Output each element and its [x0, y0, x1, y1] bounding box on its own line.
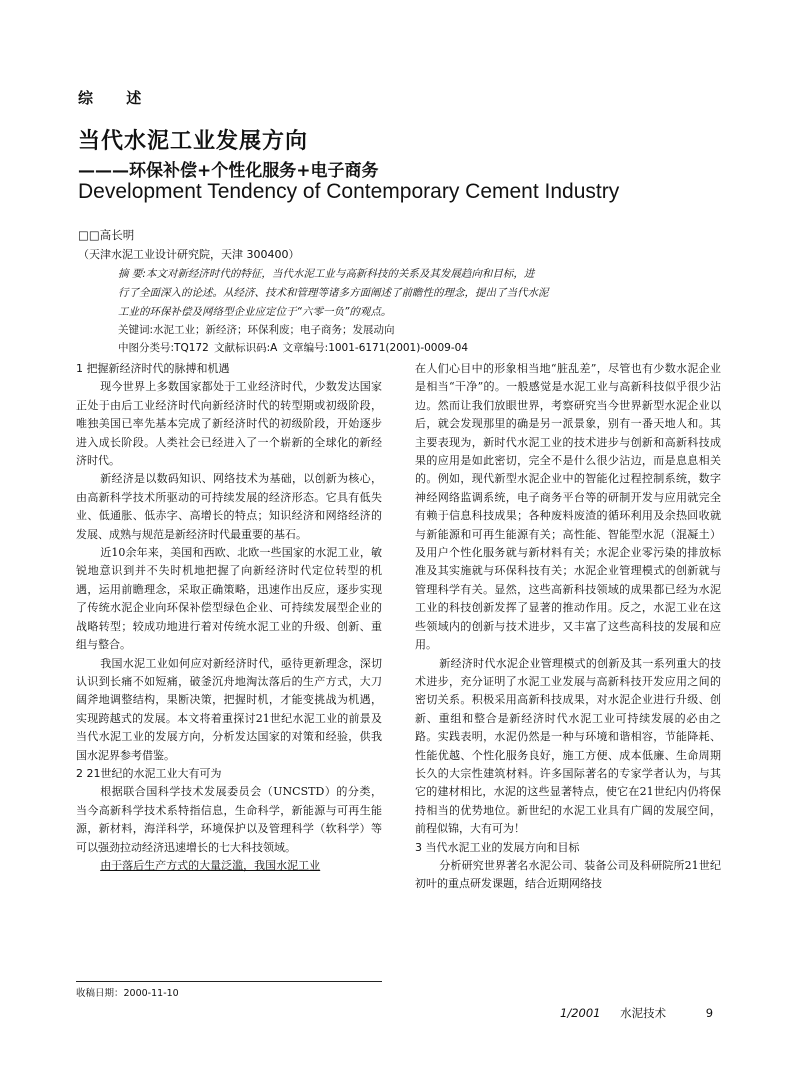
- body-paragraph: 新经济是以数码知识、网络技术为基础，以创新为核心，由高新科学技术所驱动的可持续发展的经济形态。它具有低失业、低通胀、低赤字、高增长的特点；知识经济和网络经济的发展、成熟与规范是新经济时代最重要的基石。: [76, 472, 382, 541]
- body-paragraph: 根据联合国科学技术发展委员会（UNCSTD）的分类，当今高新科学技术系特指信息，生命科学，新能源与可再生能源，新材料，海洋科学，环境保护以及管理科学（软科学）等可以强劲拉动经济迅速增长的七大科技领域。: [76, 785, 382, 854]
- footer-journal-name: 水泥技术: [620, 1006, 667, 1020]
- footer-issue: 1/2001: [560, 1006, 601, 1020]
- abstract-line-2: 行了全面深入的论述。从经济、技术和管理等诸多方面阐述了前瞻性的理念，提出了当代水泥: [118, 287, 549, 299]
- article-subtitle-chinese: ———环保补偿+个性化服务+电子商务: [78, 161, 379, 181]
- classification-line: 中图分类号:TQ172 文献标识码:A 文章编号:1001-6171(2001)-0009-04: [118, 342, 468, 354]
- body-paragraph: 我国水泥工业如何应对新经济时代，亟待更新理念，深切认识到长痛不如短痛，破釜沉舟地淘汰落后的生产方式，大刀阔斧地调整结构，果断决策，把握时机，才能变挑战为机遇，实现跨越式的发展。本文将着重探讨21世纪水泥工业的前景及当代水泥工业的发展方向，分析发达国家的对策和经验，供我国水泥界参考借鉴。: [76, 656, 382, 762]
- article-title-chinese: 当代水泥工业发展方向: [78, 129, 309, 154]
- body-paragraph: 近10余年来，美国和西欧、北欧一些国家的水泥工业，敏锐地意识到并不失时机地把握了向新经济时代定位转型的机遇，运用前瞻理念，采取正确策略，迅速作出反应，逐步实现了传统水泥企业向环保补偿型绿色企业、可持续发展型企业的战略转型；较成功地进行着对传统水泥工业的升级、创新、重组与整合。: [76, 546, 382, 652]
- footnote-rule: [76, 981, 382, 982]
- body-paragraph: 现今世界上多数国家都处于工业经济时代，少数发达国家正处于由后工业经济时代向新经济时代的转型期或初级阶段，唯独美国已率先基本完成了新经济时代的初级阶段，开始逐步进入成长阶段。人类社会已经进入了一个崭新的全球化的新经济时代。: [76, 380, 382, 468]
- received-date-footnote: 收稿日期：2000-11-10: [76, 988, 179, 999]
- footer-page-number: 9: [705, 1006, 714, 1020]
- author-name: □□高长明: [78, 228, 135, 242]
- page-footer: [560, 1005, 713, 1021]
- abstract-line-3: 工业的环保补偿及网络型企业应定位于“六零一负”的观点。: [118, 306, 392, 318]
- keywords-line: 关键词:水泥工业；新经济；环保利废；电子商务；发展动向: [118, 324, 395, 336]
- body-paragraph: 新经济时代水泥企业管理模式的创新及其一系列重大的技术进步，充分证明了水泥工业发展与高新科技开发应用之间的密切关系。积极采用高新科技成果，对水泥企业进行升级、创新、重组和整合是新经济时代水泥工业可持续发展的必由之路。实践表明，水泥仍然是一种与环境和谐相容，节能降耗、性能优越、个性化服务良好，施工方便、成本低廉、生命周期长久的大宗性建筑材料。许多国际著名的专家学者认为，与其它的建材相比，水泥的这些显著特点，使它在21世纪内仍将保持相当的优势地位。新世纪的水泥工业具有广阔的发展空间，前程似锦，大有可为！: [415, 656, 721, 836]
- section-heading-2: 2 21世纪的水泥工业大有可为: [76, 766, 222, 780]
- section-heading-3: 3 当代水泥工业的发展方向和目标: [415, 840, 580, 854]
- abstract-line-1: 摘 要:本文对新经济时代的特征，当代水泥工业与高新科技的关系及其发展趋向和目标，进: [118, 268, 535, 280]
- author-affiliation: （天津水泥工业设计研究院，天津 300400）: [78, 248, 300, 261]
- body-paragraph: 分析研究世界著名水泥公司、装备公司及科研院所21世纪初叶的重点研发课题，结合近期网络技: [415, 858, 721, 891]
- body-paragraph: 在人们心目中的形象相当地“脏乱差”，尽管也有少数水泥企业是相当“干净”的。一般感觉是水泥工业与高新科技似乎很少沾边。然而让我们放眼世界，考察研究当今世界新型水泥企业以后，就会发现那里的确是另一派景象，别有一番天地人和。其主要表现为，新时代水泥工业的技术进步与创新和高新科技成果的应用是如此密切，完全不是什么很少沾边，而是息息相关的。例如，现代新型水泥企业中的智能化过程控制系统，数字神经网络监调系统，电子商务平台等的研制开发与应用就完全有赖于信息科技成果；各种废料废渣的循环利用及余热回收就与新能源和可再生能源有关；高性能、智能型水泥（混凝土）及用户个性化服务就与新材料有关；水泥企业零污染的排放标准及其实施就与环保科技有关；水泥企业管理模式的创新就与管理科学有关。显然，这些高新科技领域的成果都已经为水泥工业的科技创新发挥了显著的推动作用。反之，水泥工业在这些领域内的创新与技术进步，又丰富了这些高科技的发展和应用。: [415, 362, 721, 652]
- body-paragraph: 由于落后生产方式的大量泛滥，我国水泥工业: [100, 858, 321, 872]
- section-heading-1: 1 把握新经济时代的脉搏和机遇: [76, 362, 230, 375]
- section-label: 综 述: [78, 89, 156, 107]
- article-title-english: Development Tendency of Contemporary Cement Industry: [78, 180, 620, 203]
- left-column: [76, 360, 382, 875]
- right-column: [415, 360, 721, 894]
